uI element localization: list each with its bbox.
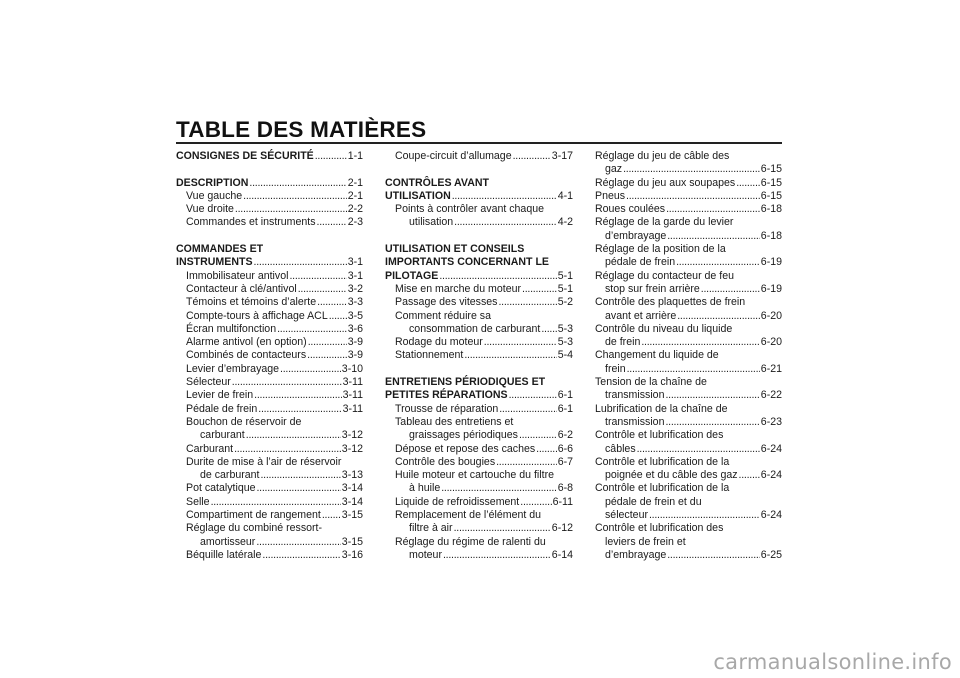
toc-entry[interactable]: [176, 389, 363, 402]
toc-dot-leader: [541, 323, 556, 336]
toc-entry-label: graissages périodiques: [409, 429, 518, 442]
toc-entry-label: Liquide de refroidissement: [395, 495, 520, 508]
toc-entry[interactable]: [176, 403, 363, 416]
toc-entry[interactable]: [176, 296, 363, 309]
toc-page-number: 3-12: [341, 429, 363, 442]
toc-page-number: 4-2: [557, 216, 573, 229]
toc-entry[interactable]: [385, 482, 573, 495]
toc-entry-label: d’embrayage: [605, 229, 667, 242]
toc-page-number: 5-4: [557, 349, 573, 362]
toc-page-number: 6-25: [760, 548, 782, 561]
toc-page-number: 6-15: [760, 176, 782, 189]
toc-entry[interactable]: [595, 416, 782, 429]
toc-entry[interactable]: [176, 363, 363, 376]
toc-dot-leader: [454, 216, 557, 229]
toc-entry[interactable]: [595, 256, 782, 269]
toc-entry-label: gaz: [605, 163, 623, 176]
toc-entry[interactable]: [176, 310, 363, 323]
toc-entry-label: amortisseur: [200, 535, 256, 548]
toc-entry[interactable]: [176, 496, 363, 509]
toc-entry[interactable]: [176, 429, 363, 442]
toc-section-entry[interactable]: [176, 177, 363, 190]
toc-section-heading-line: UTILISATION ET CONSEILS: [385, 243, 525, 256]
toc-entry-label: Réglage du jeu aux soupapes: [595, 176, 736, 189]
toc-entry-label: PETITES RÉPARATIONS: [385, 389, 508, 402]
toc-dot-leader: [317, 216, 347, 229]
toc-entry[interactable]: [595, 203, 782, 216]
toc-entry-label: Contacteur à clé/antivol: [186, 282, 297, 295]
toc-page-number: 5-1: [557, 269, 573, 282]
toc-page-number: 3-9: [347, 349, 363, 362]
toc-page-number: 6-15: [760, 163, 782, 176]
toc-dot-leader: [499, 403, 556, 416]
toc-entry-label: Alarme antivol (en option): [186, 336, 307, 349]
toc-entry-line: Durite de mise à l’air de réservoir: [186, 455, 342, 468]
toc-page-number: 3-14: [341, 495, 363, 508]
toc-page-number: 6-7: [557, 455, 573, 468]
toc-entry[interactable]: [385, 496, 573, 509]
toc-entry[interactable]: [176, 482, 363, 495]
toc-page-number: 3-5: [347, 309, 363, 322]
toc-page-number: 6-18: [760, 229, 782, 242]
toc-entry[interactable]: [176, 323, 363, 336]
toc-entry[interactable]: [595, 549, 782, 562]
toc-entry-label: Dépose et repose des caches: [395, 442, 536, 455]
toc-entry[interactable]: [595, 283, 782, 296]
toc-spacer: [385, 163, 573, 176]
toc-entry[interactable]: [385, 283, 573, 296]
title-rule: [176, 142, 782, 144]
toc-dot-leader: [641, 336, 759, 349]
toc-spacer: [385, 363, 573, 376]
toc-page-number: 1-1: [347, 150, 363, 162]
toc-entry-label: Trousse de réparation: [395, 402, 499, 415]
toc-dot-leader: [739, 469, 760, 482]
toc-page-number: 6-20: [760, 309, 782, 322]
toc-entry[interactable]: [595, 389, 782, 402]
toc-page-number: 3-6: [347, 322, 363, 335]
toc-dot-leader: [519, 429, 557, 442]
toc-dot-leader: [262, 549, 340, 562]
toc-entry-line: Lubrification de la chaîne de: [595, 402, 728, 415]
toc-dot-leader: [246, 429, 341, 442]
toc-entry[interactable]: [385, 456, 573, 469]
toc-entry-label: INSTRUMENTS: [176, 256, 253, 269]
toc-dot-leader: [676, 256, 760, 269]
toc-page-number: 6-15: [760, 189, 782, 202]
toc-page-number: 6-1: [557, 402, 573, 415]
toc-entry-label: de frein: [605, 336, 641, 349]
toc-entry-label: Selle: [186, 495, 210, 508]
toc-entry-line: Tableau des entretiens et: [395, 415, 514, 428]
toc-entry-line: Contrôle du niveau du liquide: [595, 322, 733, 335]
toc-entry-label: Rodage du moteur: [395, 336, 483, 349]
toc-entry[interactable]: [595, 177, 782, 190]
toc-entry-label: CONSIGNES DE SÉCURITÉ: [176, 150, 314, 162]
toc-dot-leader: [298, 283, 347, 296]
toc-page-number: 5-2: [557, 296, 573, 309]
toc-spacer: [176, 163, 363, 176]
toc-dot-leader: [452, 190, 557, 203]
toc-entry-line: Réglage du jeu de câble des: [595, 150, 730, 162]
toc-entry[interactable]: [385, 522, 573, 535]
toc-entry-label: Levier d’embrayage: [186, 362, 280, 375]
toc-entry-line: Réglage du combiné ressort-: [186, 522, 323, 535]
toc-entry-label: Béquille latérale: [186, 548, 262, 561]
toc-entry-line: Réglage de la position de la: [595, 243, 726, 256]
toc-page-number: 3-9: [347, 336, 363, 349]
toc-page-number: 5-3: [557, 336, 573, 349]
toc-dot-leader: [243, 190, 347, 203]
toc-entry-line: pédale de frein et du: [605, 495, 702, 508]
toc-entry-label: Sélecteur: [186, 376, 231, 389]
toc-column-1: [176, 150, 363, 562]
toc-entry-label: carburant: [200, 429, 245, 442]
toc-entry[interactable]: [385, 323, 573, 336]
toc-dot-leader: [623, 163, 760, 176]
toc-dot-leader: [280, 363, 341, 376]
toc-page-number: 6-18: [760, 203, 782, 216]
toc-dot-leader: [322, 509, 341, 522]
toc-entry-label: Contrôle des bougies: [395, 455, 496, 468]
toc-entry[interactable]: [176, 190, 363, 203]
toc-page-number: 3-11: [342, 376, 363, 389]
toc-page-number: 3-1: [347, 269, 363, 282]
toc-dot-leader: [666, 203, 760, 216]
toc-entry[interactable]: [176, 216, 363, 229]
toc-entry-label: transmission: [605, 415, 665, 428]
toc-entry[interactable]: [385, 296, 573, 309]
toc-dot-leader: [254, 389, 341, 402]
toc-section-heading-line: ENTRETIENS PÉRIODIQUES ET: [385, 376, 546, 389]
toc-page-number: 2-1: [347, 176, 363, 189]
toc-entry-label: Coupe-circuit d’allumage: [395, 150, 512, 162]
toc-entry-label: d’embrayage: [605, 548, 667, 561]
toc-page-number: 4-1: [557, 189, 573, 202]
toc-entry-label: pédale de frein: [605, 256, 676, 269]
toc-entry[interactable]: [176, 349, 363, 362]
toc-column-2: [385, 150, 573, 562]
toc-page-number: 2-1: [347, 189, 363, 202]
toc-section-entry[interactable]: [176, 256, 363, 269]
toc-entry-label: Levier de frein: [186, 389, 254, 402]
toc-page-number: 6-22: [760, 389, 782, 402]
toc-dot-leader: [308, 336, 347, 349]
toc-entry-label: Immobilisateur antivol: [186, 269, 289, 282]
toc-dot-leader: [484, 336, 557, 349]
toc-entry-line: Réglage de la garde du levier: [595, 216, 734, 229]
toc-entry-label: consommation de carburant: [409, 322, 541, 335]
toc-dot-leader: [289, 270, 346, 283]
toc-section-entry[interactable]: [385, 190, 573, 203]
toc-entry[interactable]: [385, 216, 573, 229]
toc-page-number: 6-21: [760, 362, 782, 375]
toc-dot-leader: [667, 230, 760, 243]
toc-entry[interactable]: [595, 443, 782, 456]
toc-entry-label: Pédale de frein: [186, 402, 258, 415]
toc-page-number: 3-15: [341, 509, 363, 522]
toc-entry[interactable]: [385, 403, 573, 416]
toc-entry-label: Carburant: [186, 442, 234, 455]
toc-entry[interactable]: [595, 163, 782, 176]
toc-entry-label: Pneus: [595, 189, 626, 202]
toc-page-number: 6-23: [760, 415, 782, 428]
toc-dot-leader: [736, 177, 760, 190]
toc-dot-leader: [498, 296, 556, 309]
toc-spacer: [176, 230, 363, 243]
toc-dot-leader: [211, 496, 341, 509]
toc-page-number: 5-3: [557, 322, 573, 335]
watermark: carmanualsonline.info: [713, 650, 952, 674]
toc-dot-leader: [522, 283, 557, 296]
toc-dot-leader: [626, 190, 760, 203]
toc-page-number: 2-2: [347, 203, 363, 216]
toc-entry-label: avant et arrière: [605, 309, 677, 322]
toc-entry-line: Tension de la chaîne de: [595, 376, 707, 389]
toc-entry-label: Compte-tours à affichage ACL: [186, 309, 328, 322]
toc-dot-leader: [627, 363, 760, 376]
toc-dot-leader: [258, 403, 341, 416]
toc-spacer: [385, 230, 573, 243]
toc-dot-leader: [254, 256, 347, 269]
toc-entry-label: Compartiment de rangement: [186, 509, 321, 522]
toc-entry[interactable]: [385, 336, 573, 349]
toc-entry-line: Bouchon de réservoir de: [186, 415, 302, 428]
toc-entry-line: Réglage du contacteur de feu: [595, 269, 734, 282]
toc-dot-leader: [509, 389, 557, 402]
toc-entry-line: leviers de frein et: [605, 535, 686, 548]
toc-entry-line: Contrôle et lubrification de la: [595, 482, 730, 495]
toc-entry-line: Remplacement de l’élément du: [395, 509, 542, 522]
toc-page-number: 3-13: [341, 469, 363, 482]
toc-entry-label: Combinés de contacteurs: [186, 349, 307, 362]
toc-page-number: 3-17: [551, 150, 573, 162]
toc-dot-leader: [234, 443, 341, 456]
toc-entry[interactable]: [176, 509, 363, 522]
toc-entry-label: Passage des vitesses: [395, 296, 498, 309]
toc-entry[interactable]: [176, 203, 363, 216]
toc-entry-label: Mise en marche du moteur: [395, 282, 522, 295]
toc-page-number: 3-15: [341, 535, 363, 548]
toc-entry-label: Vue gauche: [186, 189, 243, 202]
toc-page-number: 3-2: [347, 282, 363, 295]
toc-entry-label: Commandes et instruments: [186, 216, 316, 229]
toc-section-heading-line: COMMANDES ET: [176, 243, 264, 256]
toc-dot-leader: [439, 270, 556, 283]
toc-entry[interactable]: [595, 363, 782, 376]
toc-entry-label: moteur: [409, 548, 442, 561]
toc-page-number: 3-14: [341, 482, 363, 495]
toc-entry-label: UTILISATION: [385, 189, 451, 202]
toc-page-number: 2-3: [347, 216, 363, 229]
toc-entry-label: Vue droite: [186, 203, 234, 216]
toc-page-number: 3-10: [341, 362, 363, 375]
toc-page-number: 3-16: [341, 548, 363, 561]
toc-dot-leader: [315, 150, 347, 163]
toc-entry[interactable]: [176, 376, 363, 389]
toc-section-entry[interactable]: [385, 389, 573, 402]
toc-entry-label: câbles: [605, 442, 636, 455]
toc-entry-label: filtre à air: [409, 522, 453, 535]
toc-dot-leader: [277, 323, 347, 336]
toc-page-number: 6-14: [551, 548, 573, 561]
toc-page-number: 6-20: [760, 336, 782, 349]
toc-page-number: 3-11: [342, 402, 363, 415]
toc-entry-label: utilisation: [409, 216, 454, 229]
toc-entry-label: Pot catalytique: [186, 482, 256, 495]
toc-dot-leader: [256, 536, 340, 549]
toc-page-number: 6-19: [760, 282, 782, 295]
toc-dot-leader: [443, 549, 551, 562]
toc-section-heading-line: CONTRÔLES AVANT: [385, 176, 489, 189]
toc-page-number: 6-24: [760, 509, 782, 522]
toc-entry[interactable]: [595, 509, 782, 522]
toc-dot-leader: [260, 469, 340, 482]
toc-column-3: [595, 150, 782, 562]
toc-entry-line: Réglage du régime de ralenti du: [395, 535, 546, 548]
toc-entry-label: frein: [605, 362, 626, 375]
toc-page-number: 6-24: [760, 442, 782, 455]
toc-entry-label: de carburant: [200, 469, 260, 482]
toc-entry-label: Écran multifonction: [186, 322, 277, 335]
toc-entry-line: Points à contrôler avant chaque: [395, 203, 544, 216]
toc-entry[interactable]: [385, 349, 573, 362]
toc-page-number: 6-24: [760, 469, 782, 482]
toc-entry[interactable]: [176, 549, 363, 562]
toc-dot-leader: [513, 150, 551, 163]
toc-page-number: 6-2: [557, 429, 573, 442]
toc-entry-label: Stationnement: [395, 349, 464, 362]
toc-dot-leader: [307, 349, 347, 362]
toc-dot-leader: [701, 283, 760, 296]
toc-dot-leader: [520, 496, 551, 509]
page-title: TABLE DES MATIÈRES: [176, 117, 427, 142]
toc-dot-leader: [665, 416, 759, 429]
toc-page-number: 3-11: [342, 389, 363, 402]
toc-page-number: 3-12: [341, 442, 363, 455]
toc-dot-leader: [317, 296, 347, 309]
toc-entry[interactable]: [595, 230, 782, 243]
toc-entry-line: Comment réduire sa: [395, 309, 491, 322]
toc-page-number: 6-19: [760, 256, 782, 269]
toc-entry[interactable]: [176, 443, 363, 456]
toc-page-number: 6-1: [557, 389, 573, 402]
toc-dot-leader: [677, 310, 760, 323]
toc-entry-line: Huile moteur et cartouche du filtre: [395, 469, 554, 482]
toc-entry-line: Contrôle et lubrification des: [595, 429, 724, 442]
toc-page-number: 5-1: [557, 282, 573, 295]
toc-entry[interactable]: [176, 536, 363, 549]
toc-entry-line: Contrôle des plaquettes de frein: [595, 296, 746, 309]
toc-page-number: 6-8: [557, 482, 573, 495]
toc-entry-label: Roues coulées: [595, 203, 666, 216]
toc-entry-label: poignée et du câble des gaz: [605, 469, 738, 482]
toc-dot-leader: [232, 376, 342, 389]
toc-entry[interactable]: [176, 469, 363, 482]
toc-section-heading-line: IMPORTANTS CONCERNANT LE: [385, 256, 550, 269]
toc-entry-label: Témoins et témoins d’alerte: [186, 296, 317, 309]
toc-dot-leader: [441, 482, 556, 495]
toc-entry[interactable]: [176, 270, 363, 283]
toc-section-entry[interactable]: [385, 270, 573, 283]
toc-entry-label: sélecteur: [605, 509, 648, 522]
toc-dot-leader: [235, 203, 347, 216]
toc-section-entry[interactable]: [176, 150, 363, 163]
toc-dot-leader: [649, 509, 760, 522]
toc-dot-leader: [667, 549, 760, 562]
toc-entry[interactable]: [385, 150, 573, 163]
toc-dot-leader: [637, 443, 760, 456]
toc-page-number: 6-11: [552, 495, 573, 508]
toc-page-number: 3-1: [347, 256, 363, 269]
toc-entry-label: PILOTAGE: [385, 269, 439, 282]
toc-dot-leader: [665, 389, 759, 402]
toc-entry[interactable]: [176, 283, 363, 296]
toc-entry-label: DESCRIPTION: [176, 176, 249, 189]
toc-page-number: 3-3: [347, 296, 363, 309]
toc-entry[interactable]: [385, 429, 573, 442]
toc-entry[interactable]: [595, 469, 782, 482]
toc-entry-line: Contrôle et lubrification de la: [595, 455, 730, 468]
toc-dot-leader: [496, 456, 557, 469]
toc-entry-label: à huile: [409, 482, 441, 495]
toc-entry-label: stop sur frein arrière: [605, 282, 700, 295]
toc-entry[interactable]: [385, 443, 573, 456]
toc-entry[interactable]: [595, 190, 782, 203]
toc-entry[interactable]: [176, 336, 363, 349]
toc-dot-leader: [329, 310, 347, 323]
toc-entry-label: transmission: [605, 389, 665, 402]
toc-dot-leader: [454, 522, 551, 535]
toc-entry[interactable]: [385, 549, 573, 562]
toc-dot-leader: [249, 177, 346, 190]
toc-dot-leader: [257, 482, 341, 495]
toc-page-number: 6-6: [557, 442, 573, 455]
toc-dot-leader: [464, 349, 556, 362]
toc-entry[interactable]: [595, 310, 782, 323]
toc-entry[interactable]: [595, 336, 782, 349]
toc-page-number: 6-12: [551, 522, 573, 535]
toc-entry-line: Contrôle et lubrification des: [595, 522, 724, 535]
toc-entry-line: Changement du liquide de: [595, 349, 719, 362]
toc-dot-leader: [536, 443, 557, 456]
